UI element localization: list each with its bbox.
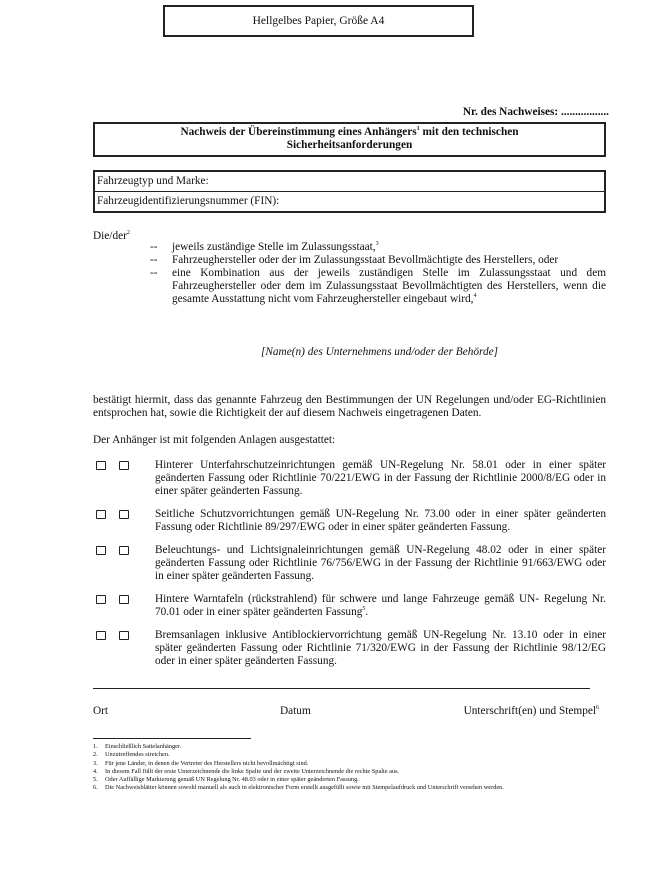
certificate-number: Nr. des Nachweises: ................. [462, 106, 609, 118]
confirmation-text: bestätigt hiermit, dass das genannte Fahrzeug den Bestimmungen der UN Regelungen und/oder EG-Richtlinien entsprochen hat, sowie die Richtigkeit der auf diesem Nachweis eingetragenen Daten. [93, 394, 606, 419]
footnote-text: Oder Auffällige Markierung gemäß UN Regelung Nr. 48.03 oder in einer später geänderten Fassung. [105, 776, 359, 784]
list-item [150, 267, 606, 306]
footnote-number: 5. [93, 776, 98, 784]
footnote-text: Unzutreffendes streichen. [105, 751, 170, 759]
item-text: Hinterer Unterfahrschutzeinrichtungen gemäß UN-Regelung Nr. 58.01 oder in einer später geänderten Fassung oder Richtlinie 70/221/EWG in der Fassung der Richtlinie 2000/8/EG oder in einer später geänderten Fassung. [155, 459, 606, 497]
footnote [93, 784, 603, 792]
footnote [93, 743, 603, 751]
equipment-item [93, 544, 606, 583]
item-text: Seitliche Schutzvorrichtungen gemäß UN-Regelung Nr. 73.00 oder in einer später geänderten Fassung oder Richtlinie 89/297/EWG oder in einer später geänderten Fassung. [155, 508, 606, 533]
footnote-divider [93, 738, 251, 739]
footnote-number: 3. [93, 759, 98, 767]
signature-line [93, 688, 590, 689]
equipment-item: Hintere Warntafeln (rückstrahlend) für schwere und lange Fahrzeuge gemäß UN- Regelung Nr. 70.01 oder in einer später geänderten Fassung$^5$. [93, 593, 606, 619]
footnote [93, 760, 603, 768]
checkbox[interactable] [119, 631, 129, 640]
paper-note-box: Hellgelbes Papier, Größe A4 [163, 5, 474, 37]
dash: -- [150, 241, 158, 253]
date-label: Datum [280, 705, 311, 717]
footnote [93, 768, 603, 776]
footnote [93, 751, 603, 759]
title-text: Sicherheitsanforderungen [286, 139, 413, 151]
list-item [150, 254, 606, 267]
item-text: Fahrzeughersteller oder der im Zulassungsstaat Bevollmächtigte des Herstellers, oder [172, 254, 559, 266]
vehicle-fields [93, 170, 606, 213]
signature-label [464, 705, 599, 718]
issuer-list [150, 241, 606, 306]
footnote-text: Einschließlich Sattelanhänger. [105, 743, 182, 750]
footnote-ref: 4 [473, 293, 477, 300]
title-text: mit den technischen [419, 126, 519, 138]
document-title [93, 122, 606, 157]
checkbox[interactable] [119, 461, 129, 470]
item-text: Bremsanlagen inklusive Antiblockiervorrichtung gemäß UN-Regelung Nr. 13.10 oder in einer später geänderten Fassung oder Richtlinie 71/320/EWG in der Fassung der Richtlinie 98/12/EG oder in einer später geänderten Fassung. [155, 629, 606, 667]
die-der-label [93, 230, 130, 243]
vehicle-type-field[interactable]: Fahrzeugtyp und Marke: [97, 175, 209, 187]
label-text: Unterschrift(en) und Stempel [463, 705, 596, 717]
item-text: jeweils zuständige Stelle im Zulassungsstaat, [172, 241, 376, 253]
checkbox[interactable] [96, 510, 106, 519]
equipment-list [93, 459, 606, 678]
footnote-ref: 2 [126, 230, 130, 237]
footnote-ref: 5 [362, 606, 366, 613]
footnote-number: 4. [93, 767, 98, 775]
title-text: Nachweis der Übereinstimmung eines Anhängers [180, 126, 417, 138]
footnote-ref: 1 [416, 126, 420, 133]
footnote-number: 1. [93, 743, 98, 750]
checkbox[interactable] [96, 595, 106, 604]
checkbox[interactable] [119, 510, 129, 519]
footnote [93, 776, 603, 784]
item-text: Beleuchtungs- und Lichtsignaleinrichtungen gemäß UN-Regelung 48.02 oder in einer später geänderten Fassung oder Richtlinie 76/756/EWG in der Fassung der Richtlinie 91/663/EWG oder in einer später geänderten Fassung. [155, 544, 606, 582]
footnote-number: 6. [93, 784, 98, 792]
name-placeholder: [Name(n) des Unternehmens und/oder der Behörde] [260, 346, 499, 358]
vin-field[interactable]: Fahrzeugidentifizierungsnummer (FIN): [95, 191, 604, 211]
footnotes [93, 743, 603, 793]
checkbox[interactable] [119, 595, 129, 604]
checkbox[interactable] [119, 546, 129, 555]
equipment-intro: Der Anhänger ist mit folgenden Anlagen ausgestattet: [93, 434, 336, 446]
dash: -- [150, 267, 158, 279]
footnote-text: Für jene Länder, in denen die Vertreter des Herstellers nicht bevollmächtigt sind. [105, 759, 309, 767]
item-text: eine Kombination aus der jeweils zuständigen Stelle im Zulassungsstaat und dem Fahrzeughersteller oder dem im Zulassungsstaat Bevollmächtigten des Herstellers, wenn die gesamte Ausstattung nicht vom Fahrzeughersteller eingebaut wird, [172, 267, 606, 305]
equipment-item [93, 459, 606, 498]
dash: -- [150, 254, 158, 266]
footnote-ref: 3 [375, 241, 379, 248]
checkbox[interactable] [96, 631, 106, 640]
footnote-number: 2. [93, 751, 98, 759]
place-label: Ort [93, 705, 109, 717]
checkbox[interactable] [96, 546, 106, 555]
item-text: Hintere Warntafeln (rückstrahlend) für schwere und lange Fahrzeuge gemäß UN- Regelung Nr. 70.01 oder in einer später geänderten Fassung [155, 593, 606, 618]
footnote-ref: 6 [596, 705, 599, 712]
equipment-item [93, 508, 606, 534]
label-text: Die/der [93, 230, 127, 242]
checkbox[interactable] [96, 461, 106, 470]
footnote-text: In diesem Fall füllt der erste Unterzeichnende die linke Spalte und der zweite Unterzeichnende die rechte Spalte aus. [105, 767, 400, 775]
list-item [150, 241, 606, 254]
footnote-text: Die Nachweisblätter können sowohl manuell als auch in elektronischer Form erstellt ausgefüllt sowie mit Stempelaufdruck und Unterschrift versehen werden. [105, 784, 504, 792]
equipment-item [93, 629, 606, 668]
